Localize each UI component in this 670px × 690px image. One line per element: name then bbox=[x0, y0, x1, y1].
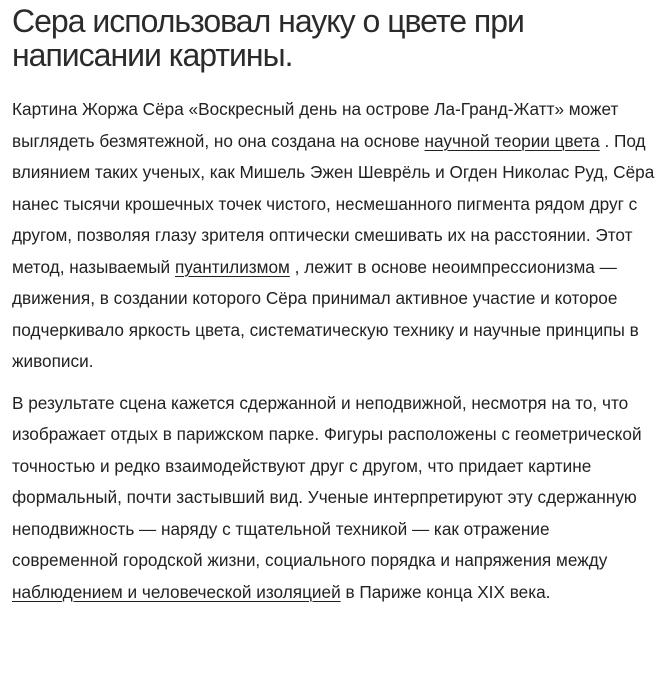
link-observation-isolation[interactable]: наблюдением и человеческой изоляцией bbox=[12, 581, 341, 602]
link-pointillism[interactable]: пуантилизмом bbox=[174, 256, 290, 277]
paragraph-seurat-color-science bbox=[12, 94, 656, 378]
paragraph-text: . Под влиянием таких ученых, как Мишель Эжен Шеврёль и Огден Николас Руд, Сёра нанес тысячи крошечных точек чистого, несмешанного пигмента рядом друг с другом, позволяя глазу зрителя оптически смешивать их на расстоянии. Этот метод, называемый bbox=[12, 130, 655, 277]
paragraph-stillness bbox=[12, 388, 656, 609]
paragraph-text: в Париже конца XIX века. bbox=[340, 581, 551, 602]
article bbox=[0, 4, 670, 608]
link-scientific-color-theory[interactable]: научной теории цвета bbox=[424, 130, 600, 151]
article-title: Сера использовал науку о цвете при написании картины. bbox=[12, 3, 524, 73]
paragraph-text: В результате сцена кажется сдержанной и неподвижной, несмотря на то, что изображает отдых в парижском парке. Фигуры расположены с геометрической точностью и редко взаимодействуют друг с другом, что придает картине формальный, почти застывший вид. Ученые интерпретируют эту сдержанную неподвижность — наряду с тщательной техникой — как отражение современной городской жизни, социального порядка и напряжения между bbox=[12, 392, 642, 570]
paragraph-text: Картина Жоржа Сёра «Воскресный день на острове Ла-Гранд-Жатт» может выглядеть безмятежной, но она создана на основе bbox=[12, 99, 619, 151]
paragraph-text: , лежит в основе неоимпрессионизма — движения, в создании которого Сёра принимал активное участие и которое подчеркивало яркость цвета, систематическую технику и научные принципы в живописи. bbox=[12, 256, 639, 371]
